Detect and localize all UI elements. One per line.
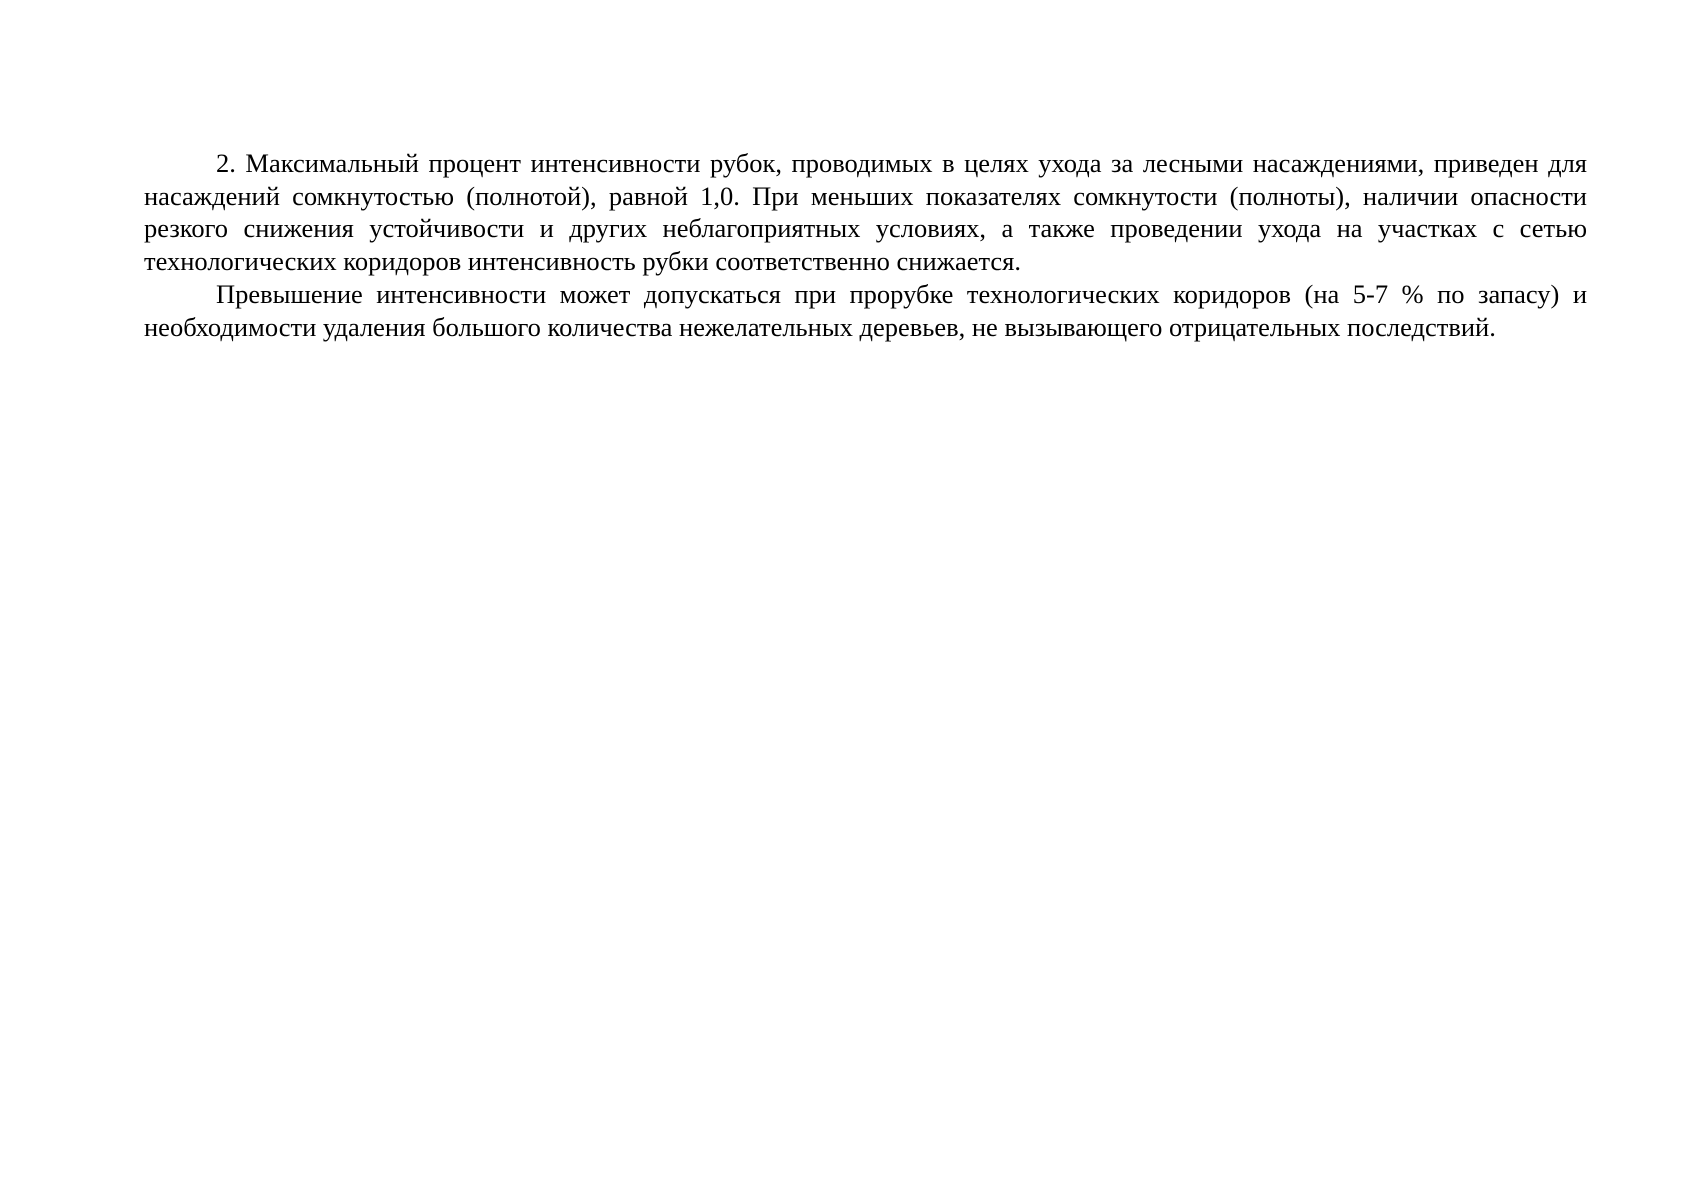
paragraph-intensity-note: 2. Максимальный процент интенсивности рубок, проводимых в целях ухода за лесными насаждениями, приведен для насаждений сомкнутостью (полнотой), равной 1,0. При меньших показателях сомкнутости (полноты), наличии опасности резкого снижения устойчивости и других неблагоприятных условиях, а также проведении ухода на участках с сетью технологических коридоров интенсивность рубки соответственно снижается. — [144, 148, 1587, 277]
document-body — [144, 147, 1587, 343]
paragraph-excess-intensity: Превышение интенсивности может допускаться при прорубке технологических коридоров (на 5-7 % по запасу) и необходимости удаления большого количества нежелательных деревьев, не вызывающего отрицательных последствий. — [144, 278, 1587, 342]
